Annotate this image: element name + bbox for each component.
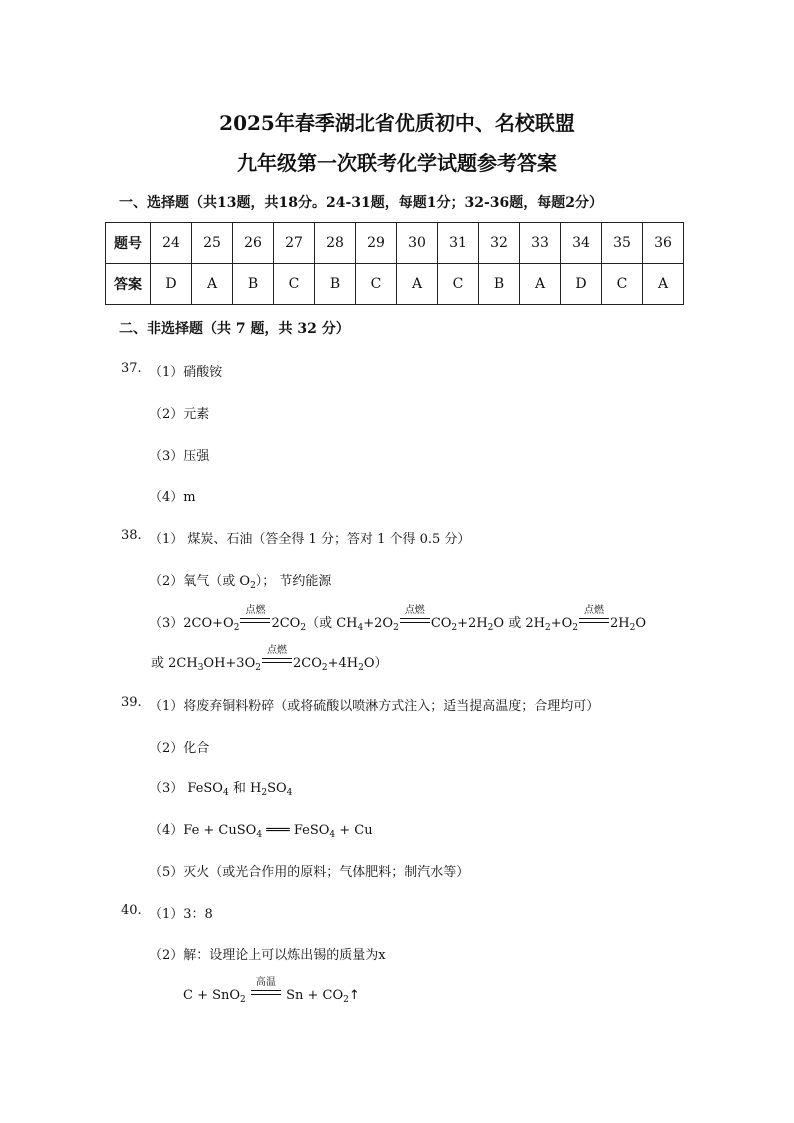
- reaction-condition: 高温: [251, 986, 281, 998]
- question-number-cell: 33: [520, 223, 561, 264]
- answer-table: [105, 222, 684, 305]
- answer-line: （3）压强: [149, 449, 210, 464]
- answer-cell: B: [233, 264, 274, 305]
- equation-line: 或 $2CH_3OH+3O_2$ 点燃 $2CO_2+4H_2O$）: [151, 645, 388, 673]
- answer-cell: A: [520, 264, 561, 305]
- table-row-numbers: [106, 223, 684, 264]
- answer-line: （1）硝酸铵: [149, 365, 223, 380]
- answer-cell: D: [151, 264, 192, 305]
- question-number-cell: 30: [397, 223, 438, 264]
- equation-line: C + SnO$_2$ 高温 $Sn + CO_2↑$: [183, 977, 360, 1005]
- question-number-cell: 27: [274, 223, 315, 264]
- answer-line: （4）m: [149, 490, 196, 505]
- question-number: 39.: [121, 695, 142, 710]
- question-number-cell: 36: [643, 223, 684, 264]
- question-number-cell: 34: [561, 223, 602, 264]
- table-row-label: 题号: [106, 223, 151, 264]
- document-title-line1: 2025年春季湖北省优质初中、名校联盟: [219, 111, 575, 135]
- answer-line: （5）灭火（或光合作用的原料；气体肥料；制汽水等）: [149, 865, 470, 880]
- answer-cell: C: [274, 264, 315, 305]
- answer-cell: A: [643, 264, 684, 305]
- equation-line: （4）Fe + CuSO$_4$ ═══ FeSO$_4$ + Cu: [149, 823, 373, 840]
- answer-line: （1） 煤炭、石油（答全得 1 分；答对 1 个得 0.5 分）: [149, 532, 471, 547]
- question-number-cell: 25: [192, 223, 233, 264]
- question-number-cell: 31: [438, 223, 479, 264]
- gas-arrow-icon: ↑: [348, 988, 360, 1003]
- reaction-condition: 点燃: [579, 614, 609, 626]
- answer-line: （2）化合: [149, 741, 210, 756]
- answer-line: （2）氧气（或 $O_2$）； 节约能源: [149, 574, 332, 591]
- document-title-line2: 九年级第一次联考化学试题参考答案: [237, 151, 557, 175]
- answer-cell: B: [479, 264, 520, 305]
- answer-cell: C: [602, 264, 643, 305]
- answer-cell: C: [356, 264, 397, 305]
- answer-cell: B: [315, 264, 356, 305]
- table-row-answers: [106, 264, 684, 305]
- question-number-cell: 35: [602, 223, 643, 264]
- answer-cell: D: [561, 264, 602, 305]
- section1-heading: 一、选择题（共13题，共18分。24-31题，每题1分；32-36题，每题2分）: [119, 195, 603, 211]
- reaction-condition: 点燃: [262, 654, 292, 666]
- question-number-cell: 28: [315, 223, 356, 264]
- answer-line: （2）解：设理论上可以炼出锡的质量为x: [149, 948, 386, 963]
- equation-line: $(3)2CO+O_2$ 点燃 $2CO_2$（或 $CH_4+2O_2$ 点燃 $CO_2+2H_2O$ 或 $2H_2+O_2$ 点燃 $2H_2O$: [149, 605, 646, 633]
- reaction-condition: 点燃: [240, 614, 270, 626]
- answer-line: （2）元素: [149, 407, 210, 422]
- question-number-cell: 32: [479, 223, 520, 264]
- answer-line: （1）将废弃铜料粉碎（或将硫酸以喷淋方式注入；适当提高温度；合理均可）: [149, 699, 600, 714]
- question-number: 38.: [121, 528, 142, 543]
- table-row-label: 答案: [106, 264, 151, 305]
- question-number-cell: 29: [356, 223, 397, 264]
- question-number: 37.: [121, 361, 142, 376]
- answer-line: （1）3：8: [149, 907, 213, 922]
- question-number-cell: 26: [233, 223, 274, 264]
- question-number: 40.: [121, 903, 142, 918]
- question-number-cell: 24: [151, 223, 192, 264]
- section2-heading: 二、非选择题（共 7 题，共 32 分）: [119, 321, 350, 337]
- reaction-condition: 点燃: [400, 614, 430, 626]
- answer-cell: A: [397, 264, 438, 305]
- answer-line: （3） FeSO$_4$ 和 $H_2SO_4$: [149, 781, 293, 798]
- answer-cell: C: [438, 264, 479, 305]
- answer-cell: A: [192, 264, 233, 305]
